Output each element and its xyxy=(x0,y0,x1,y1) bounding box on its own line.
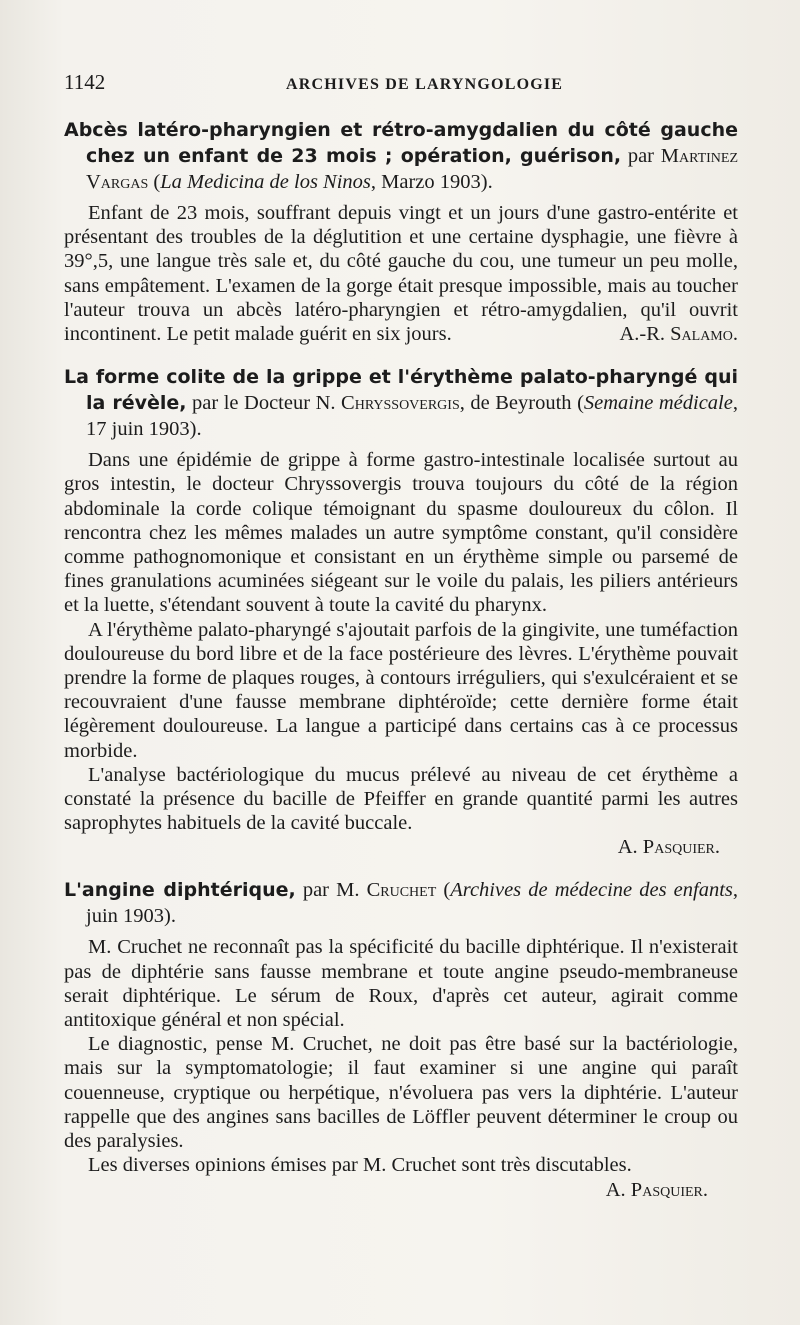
article-source-open: ( xyxy=(436,879,451,902)
article-paragraph: A l'érythème palato-pharyngé s'ajoutait parfois de la gingivite, une tuméfaction douloureuse du bord libre et de la face postérieure des lèvres. L'érythème pouvait prendre la forme de plaques rouges, à contours irréguliers, qui s'exulcéraient et se recouvraient d'une fausse membrane diphtéroïde; cette dernière forme était légèrement douloureuse. La langue a participé dans certains cas à ce processus morbide. xyxy=(64,618,738,762)
article-source: Semaine médicale xyxy=(583,392,733,415)
article-paragraph: Dans une épidémie de grippe à forme gastro-intestinale localisée surtout au gros intestin, le docteur Chryssovergis trouva toujours du côté de la région abdominale la corde colique témoignant du spasme douloureux du côlon. Il rencontra chez les mêmes malades un autre symptôme constant, qu'il considère comme pathognomonique et consistant en un érythème simple ou parsemé de fines granulations acuminées siégeant sur le voile du palais, les piliers antérieurs et la luette, s'étendant souvent à toute la cavité du pharynx. xyxy=(64,449,738,617)
article-paragraph xyxy=(64,201,738,346)
article-date: , Marzo 1903). xyxy=(370,171,493,193)
paragraph-text: Enfant de 23 mois, souffrant depuis vingt et un jours d'une gastro-entérite et présentant des troubles de la déglutition et une certaine dysphagie, une fièvre à 39°,5, une langue très sale et, du côté gauche du cou, une tumeur un peu molle, sans empâtement. L'examen de la gorge était presque impossible, mais au toucher l'auteur trouva un abcès latéro-pharyngien et rétro-amygdalien, qu'il ouvrit incontinent. Le petit malade guérit en six jours. xyxy=(64,202,738,346)
article-signature: A. Pasquier. xyxy=(605,1178,708,1201)
article-title-bold: Abcès latéro-pharyngien et rétro-amygdalien du côté gauche chez un enfant de 23 mois ; opération, guérison, xyxy=(64,119,738,167)
article-abces xyxy=(64,117,738,346)
article-paragraph: Le diagnostic, pense M. Cruchet, ne doit pas être basé sur la bactériologie, mais sur la symptomatologie; il faut examiner si une angine qui paraît couenneuse, cryptique ou herpétique, n'évoluera pas vers la diphtérie. L'auteur rappelle que des angines sans bacilles de Löffler peuvent déterminer le croup ou des paralysies. xyxy=(64,1033,738,1153)
article-author: Cruchet xyxy=(366,879,437,902)
article-title-by: par xyxy=(621,145,661,167)
running-head: ARCHIVES DE LARYNGOLOGIE xyxy=(286,76,564,93)
article-title xyxy=(64,877,738,929)
article-title-after-author: , de Beyrouth ( xyxy=(459,392,584,415)
article-author: Chryssovergis xyxy=(341,392,460,415)
article-author: Martinez Vargas xyxy=(86,145,739,193)
article-signature: A. Pasquier. xyxy=(617,836,720,859)
article-paragraph: M. Cruchet ne reconnaît pas la spécificité du bacille diphtérique. Il n'existerait pas de diphtérie sans fausse membrane et toute angine pseudo-membraneuse serait diphtérique. Le sérum de Roux, d'après cet auteur, agirait comme antitoxique général et non spécial. xyxy=(64,936,738,1032)
article-source-open: ( xyxy=(148,171,161,193)
article-title-bold: La forme colite de la grippe et l'érythème palato-pharyngé qui la révèle, xyxy=(64,366,738,415)
article-date: , juin 1903). xyxy=(86,879,738,928)
article-signature: A.-R. Salamo. xyxy=(619,323,738,346)
article-title-by: par M. xyxy=(295,879,367,902)
article-paragraph: Les diverses opinions émises par M. Cruchet sont très discutables. xyxy=(88,1154,632,1177)
article-source: Archives de médecine des enfants xyxy=(450,879,733,902)
article-title-bold: L'angine diphtérique, xyxy=(64,879,296,902)
page-header xyxy=(64,70,738,95)
article-angine xyxy=(64,877,738,1201)
article-source: La Medicina de los Ninos xyxy=(160,171,371,193)
article-title-by: par le Docteur N. xyxy=(186,392,342,415)
article-paragraph: L'analyse bactériologique du mucus prélevé au niveau de cet érythème a constaté la présence du bacille de Pfeiffer en grande quantité parmi les autres saprophytes habituels de la cavité buccale. xyxy=(64,763,738,835)
article-grippe xyxy=(64,364,738,859)
article-title xyxy=(64,364,738,442)
article-title xyxy=(64,117,738,195)
article-date: , 17 juin 1903). xyxy=(86,392,738,441)
page-number: 1142 xyxy=(64,70,106,94)
